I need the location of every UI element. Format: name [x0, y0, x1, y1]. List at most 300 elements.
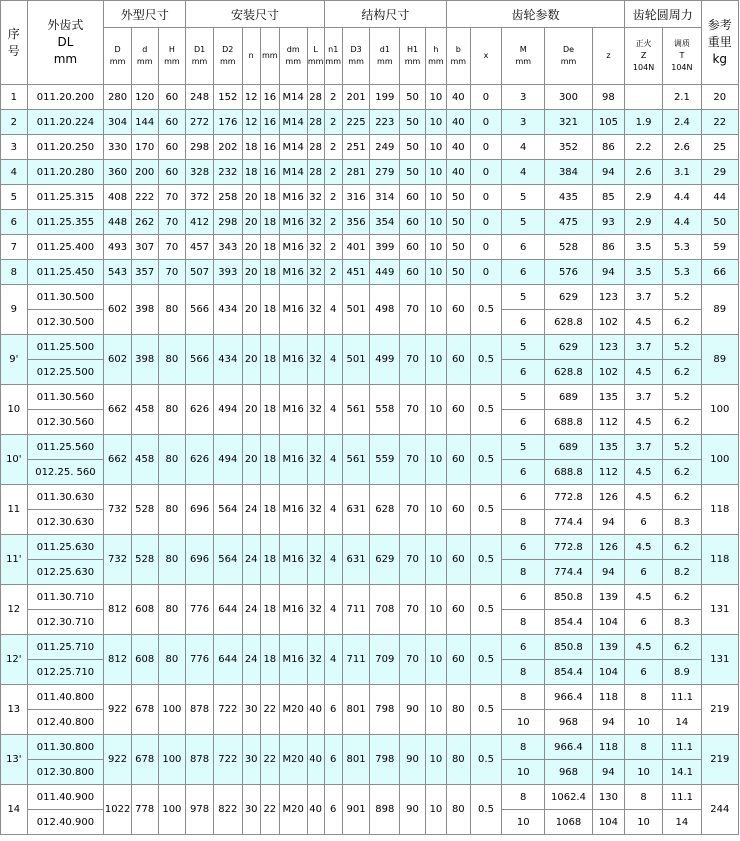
unit-header-T: [663, 28, 701, 85]
cell-De: 968: [545, 760, 593, 785]
cell-L: 32: [307, 585, 324, 635]
cell-z: 126: [592, 485, 624, 510]
row-seq: 1: [1, 85, 28, 110]
cell-n1: 4: [324, 635, 342, 685]
row-code: 011.40.900: [27, 785, 104, 810]
row-code: 011.30.800: [27, 735, 104, 760]
cell-x: 0: [470, 85, 502, 110]
cell-h: 10: [425, 210, 446, 235]
cell-De: 1068: [545, 810, 593, 835]
cell-b: 40: [447, 160, 470, 185]
table-row: [1, 260, 739, 285]
unit-header-d: [131, 28, 158, 85]
cell-D3: 225: [342, 110, 370, 135]
cell-mm: 22: [260, 735, 279, 785]
cell-x: 0: [470, 110, 502, 135]
cell-dm: M16: [279, 235, 307, 260]
cell-mm: 18: [260, 635, 279, 685]
cell-T: 2.4: [663, 110, 701, 135]
unit-header-line: mm: [428, 57, 444, 66]
cell-z: 94: [592, 260, 624, 285]
cell-d1: 314: [370, 185, 400, 210]
row-seq: 5: [1, 185, 28, 210]
cell-h: 10: [425, 635, 446, 685]
cell-H1: 50: [400, 110, 426, 135]
cell-x: 0.5: [470, 335, 502, 385]
unit-header-b: [447, 28, 470, 85]
row-code: 011.25.710: [27, 635, 104, 660]
cell-d: 678: [131, 685, 158, 735]
unit-header-z: [592, 28, 624, 85]
cell-d1: 399: [370, 235, 400, 260]
row-seq: 13: [1, 685, 28, 735]
row-code: 011.25.315: [27, 185, 104, 210]
cell-T: 4.4: [663, 185, 701, 210]
cell-dm: M14: [279, 135, 307, 160]
cell-De: 854.4: [545, 610, 593, 635]
cell-D3: 711: [342, 585, 370, 635]
cell-D: 360: [104, 160, 132, 185]
header-type: 外齿式 DL mm: [27, 1, 104, 85]
cell-D: 922: [104, 685, 132, 735]
cell-T: 14.1: [663, 760, 701, 785]
unit-header-line: z: [606, 51, 611, 60]
unit-header-line: Z: [640, 51, 647, 60]
cell-d: 307: [131, 235, 158, 260]
cell-Z: 8: [624, 735, 662, 760]
row-code: 012.40.900: [27, 810, 104, 835]
row-weight: 100: [701, 385, 738, 435]
cell-D: 662: [104, 435, 132, 485]
cell-d1: 558: [370, 385, 400, 435]
cell-H: 80: [158, 585, 186, 635]
cell-D: 493: [104, 235, 132, 260]
row-seq: 7: [1, 235, 28, 260]
cell-D2: 564: [213, 485, 242, 535]
cell-b: 50: [447, 210, 470, 235]
cell-D1: 412: [186, 210, 214, 235]
cell-b: 60: [447, 535, 470, 585]
row-weight: 89: [701, 335, 738, 385]
cell-mm: 16: [260, 135, 279, 160]
cell-D: 330: [104, 135, 132, 160]
cell-H1: 70: [400, 385, 426, 435]
cell-b: 50: [447, 185, 470, 210]
unit-header-line: h: [433, 45, 439, 54]
cell-z: 86: [592, 135, 624, 160]
cell-x: 0: [470, 210, 502, 235]
cell-Z: 6: [624, 560, 662, 585]
cell-Z: 3.7: [624, 385, 662, 410]
cell-b: 60: [447, 585, 470, 635]
cell-mm: 18: [260, 285, 279, 335]
unit-header-x: [470, 28, 502, 85]
row-weight: 89: [701, 285, 738, 335]
cell-De: 628.8: [545, 310, 593, 335]
unit-header-line: T: [679, 51, 685, 60]
cell-L: 28: [307, 110, 324, 135]
cell-D1: 626: [186, 385, 214, 435]
cell-H1: 70: [400, 535, 426, 585]
cell-D2: 343: [213, 235, 242, 260]
unit-header-line: 104N: [671, 63, 693, 72]
cell-z: 139: [592, 585, 624, 610]
row-seq: 12: [1, 585, 28, 635]
table-row: [1, 235, 739, 260]
unit-header-D1: [186, 28, 214, 85]
row-code: 011.30.500: [27, 285, 104, 310]
cell-dm: M16: [279, 210, 307, 235]
cell-n1: 4: [324, 385, 342, 435]
row-seq: 11: [1, 485, 28, 535]
cell-L: 32: [307, 185, 324, 210]
cell-z: 86: [592, 235, 624, 260]
cell-n1: 6: [324, 785, 342, 835]
cell-D2: 393: [213, 260, 242, 285]
cell-D1: 978: [186, 785, 214, 835]
cell-D2: 434: [213, 335, 242, 385]
cell-L: 28: [307, 85, 324, 110]
cell-z: 123: [592, 285, 624, 310]
cell-T: 11.1: [663, 735, 701, 760]
cell-d: 398: [131, 335, 158, 385]
unit-header-line: mm: [191, 57, 208, 66]
cell-z: 102: [592, 360, 624, 385]
cell-H: 80: [158, 485, 186, 535]
cell-T: 4.4: [663, 210, 701, 235]
unit-header-line: H1: [406, 45, 419, 54]
cell-mm: 16: [260, 110, 279, 135]
cell-b: 60: [447, 435, 470, 485]
cell-z: 139: [592, 635, 624, 660]
cell-D3: 561: [342, 385, 370, 435]
unit-header-line: L: [313, 45, 318, 54]
table-row: [1, 735, 739, 760]
cell-d1: 629: [370, 535, 400, 585]
cell-H: 70: [158, 210, 186, 235]
row-code: 011.20.224: [27, 110, 104, 135]
unit-header-line: De: [562, 45, 575, 54]
row-code: 011.25.630: [27, 535, 104, 560]
cell-H: 80: [158, 435, 186, 485]
row-code: 012.30.710: [27, 610, 104, 635]
cell-L: 40: [307, 735, 324, 785]
cell-De: 688.8: [545, 460, 593, 485]
cell-D1: 372: [186, 185, 214, 210]
cell-d: 222: [131, 185, 158, 210]
cell-d: 528: [131, 485, 158, 535]
cell-M: 5: [502, 185, 545, 210]
unit-header-D3: [342, 28, 370, 85]
cell-n: 20: [242, 385, 260, 435]
cell-dm: M16: [279, 635, 307, 685]
cell-D1: 298: [186, 135, 214, 160]
unit-header-line: mm: [262, 51, 278, 60]
header-outer: 外型尺寸: [104, 1, 186, 28]
cell-z: 94: [592, 560, 624, 585]
cell-L: 32: [307, 285, 324, 335]
cell-x: 0.5: [470, 285, 502, 335]
cell-T: 5.2: [663, 285, 701, 310]
cell-D3: 451: [342, 260, 370, 285]
cell-n1: 2: [324, 85, 342, 110]
cell-D: 280: [104, 85, 132, 110]
row-weight: 25: [701, 135, 738, 160]
row-code: 012.25.500: [27, 360, 104, 385]
unit-header-row: [1, 28, 739, 85]
unit-header-line: H: [168, 45, 175, 54]
cell-De: 300: [545, 85, 593, 110]
cell-M: 6: [502, 410, 545, 435]
cell-Z: 3.7: [624, 285, 662, 310]
cell-d: 608: [131, 585, 158, 635]
unit-header-line: mm: [560, 57, 577, 66]
cell-n: 24: [242, 635, 260, 685]
cell-z: 85: [592, 185, 624, 210]
cell-n: 18: [242, 160, 260, 185]
cell-De: 689: [545, 385, 593, 410]
cell-D2: 258: [213, 185, 242, 210]
cell-d: 170: [131, 135, 158, 160]
unit-header-L: [307, 28, 324, 85]
cell-H: 80: [158, 535, 186, 585]
table-row: [1, 685, 739, 710]
table-row: [1, 160, 739, 185]
cell-M: 8: [502, 560, 545, 585]
cell-mm: 18: [260, 235, 279, 260]
table-row: [1, 535, 739, 560]
cell-D3: 251: [342, 135, 370, 160]
cell-d: 120: [131, 85, 158, 110]
cell-M: 6: [502, 635, 545, 660]
cell-D2: 434: [213, 285, 242, 335]
cell-H: 100: [158, 785, 186, 835]
row-seq: 3: [1, 135, 28, 160]
cell-x: 0.5: [470, 435, 502, 485]
cell-n: 30: [242, 685, 260, 735]
cell-D2: 232: [213, 160, 242, 185]
cell-mm: 18: [260, 260, 279, 285]
cell-T: 5.2: [663, 385, 701, 410]
cell-M: 8: [502, 510, 545, 535]
cell-D: 304: [104, 110, 132, 135]
row-seq: 4: [1, 160, 28, 185]
row-weight: 100: [701, 435, 738, 485]
cell-dm: M16: [279, 335, 307, 385]
cell-T: 11.1: [663, 685, 701, 710]
cell-dm: M20: [279, 685, 307, 735]
unit-header-line: D2: [222, 45, 234, 54]
cell-z: 94: [592, 760, 624, 785]
row-weight: 131: [701, 635, 738, 685]
cell-M: 6: [502, 485, 545, 510]
row-seq: 8: [1, 260, 28, 285]
cell-b: 50: [447, 235, 470, 260]
unit-header-D: [104, 28, 132, 85]
cell-H1: 90: [400, 735, 426, 785]
cell-M: 6: [502, 585, 545, 610]
row-code: 012.40.800: [27, 710, 104, 735]
cell-x: 0.5: [470, 585, 502, 635]
cell-L: 32: [307, 335, 324, 385]
cell-d1: 199: [370, 85, 400, 110]
cell-mm: 18: [260, 485, 279, 535]
cell-h: 10: [425, 485, 446, 535]
cell-D1: 878: [186, 685, 214, 735]
cell-n1: 2: [324, 235, 342, 260]
row-seq: 14: [1, 785, 28, 835]
cell-T: 8.3: [663, 610, 701, 635]
table-row: [1, 185, 739, 210]
cell-x: 0.5: [470, 735, 502, 785]
cell-De: 850.8: [545, 585, 593, 610]
row-weight: 244: [701, 785, 738, 835]
unit-header-d1: [370, 28, 400, 85]
cell-dm: M16: [279, 435, 307, 485]
cell-M: 6: [502, 535, 545, 560]
cell-n: 30: [242, 735, 260, 785]
cell-D2: 564: [213, 535, 242, 585]
cell-Z: 1.9: [624, 110, 662, 135]
cell-H1: 70: [400, 435, 426, 485]
cell-D1: 507: [186, 260, 214, 285]
row-weight: 59: [701, 235, 738, 260]
cell-z: 112: [592, 460, 624, 485]
cell-De: 321: [545, 110, 593, 135]
table-row: [1, 385, 739, 410]
cell-H: 80: [158, 635, 186, 685]
cell-D: 922: [104, 735, 132, 785]
cell-H: 60: [158, 110, 186, 135]
cell-M: 6: [502, 460, 545, 485]
cell-n: 20: [242, 260, 260, 285]
cell-n1: 2: [324, 260, 342, 285]
cell-n: 20: [242, 335, 260, 385]
cell-M: 5: [502, 285, 545, 310]
unit-header-line: mm: [325, 57, 342, 66]
cell-x: 0.5: [470, 785, 502, 835]
cell-M: 8: [502, 660, 545, 685]
cell-n: 20: [242, 185, 260, 210]
cell-De: 966.4: [545, 685, 593, 710]
row-seq: 11': [1, 535, 28, 585]
cell-dm: M16: [279, 385, 307, 435]
cell-D1: 776: [186, 585, 214, 635]
cell-D3: 316: [342, 185, 370, 210]
cell-De: 475: [545, 210, 593, 235]
row-seq: 9: [1, 285, 28, 335]
cell-d1: 249: [370, 135, 400, 160]
cell-M: 5: [502, 385, 545, 410]
table-row: [1, 85, 739, 110]
cell-M: 6: [502, 235, 545, 260]
cell-H: 60: [158, 160, 186, 185]
cell-Z: 4.5: [624, 410, 662, 435]
cell-D3: 501: [342, 285, 370, 335]
unit-header-mm: [260, 28, 279, 85]
cell-d: 144: [131, 110, 158, 135]
cell-dm: M16: [279, 535, 307, 585]
cell-n: 30: [242, 785, 260, 835]
cell-mm: 16: [260, 160, 279, 185]
cell-D2: 644: [213, 585, 242, 635]
cell-D1: 457: [186, 235, 214, 260]
cell-b: 60: [447, 635, 470, 685]
cell-D: 732: [104, 535, 132, 585]
cell-dm: M14: [279, 85, 307, 110]
cell-M: 5: [502, 435, 545, 460]
cell-n: 20: [242, 210, 260, 235]
cell-M: 8: [502, 610, 545, 635]
cell-D3: 201: [342, 85, 370, 110]
cell-mm: 18: [260, 210, 279, 235]
cell-M: 8: [502, 785, 545, 810]
cell-h: 10: [425, 585, 446, 635]
cell-x: 0: [470, 235, 502, 260]
cell-T: 5.2: [663, 335, 701, 360]
cell-D2: 494: [213, 385, 242, 435]
cell-h: 10: [425, 735, 446, 785]
cell-mm: 18: [260, 385, 279, 435]
cell-M: 10: [502, 810, 545, 835]
cell-De: 688.8: [545, 410, 593, 435]
cell-De: 772.8: [545, 485, 593, 510]
cell-Z: 4.5: [624, 485, 662, 510]
cell-D2: 644: [213, 635, 242, 685]
cell-H: 80: [158, 285, 186, 335]
cell-D: 602: [104, 335, 132, 385]
header-struct: 结构尺寸: [324, 1, 446, 28]
cell-De: 968: [545, 710, 593, 735]
cell-d1: 708: [370, 585, 400, 635]
cell-z: 102: [592, 310, 624, 335]
cell-d1: 898: [370, 785, 400, 835]
cell-De: 576: [545, 260, 593, 285]
cell-D1: 696: [186, 535, 214, 585]
cell-z: 123: [592, 335, 624, 360]
cell-D: 408: [104, 185, 132, 210]
cell-T: 3.1: [663, 160, 701, 185]
cell-D2: 722: [213, 735, 242, 785]
cell-T: 8.2: [663, 560, 701, 585]
unit-header-D2: [213, 28, 242, 85]
cell-L: 32: [307, 485, 324, 535]
unit-header-line: 调质: [673, 39, 690, 48]
cell-H: 60: [158, 135, 186, 160]
row-weight: 118: [701, 485, 738, 535]
cell-T: 5.3: [663, 235, 701, 260]
cell-Z: 3.5: [624, 260, 662, 285]
cell-T: 6.2: [663, 635, 701, 660]
cell-dm: M16: [279, 260, 307, 285]
cell-D2: 494: [213, 435, 242, 485]
cell-D1: 696: [186, 485, 214, 535]
cell-H1: 90: [400, 685, 426, 735]
table-row: [1, 135, 739, 160]
cell-D1: 272: [186, 110, 214, 135]
cell-b: 40: [447, 85, 470, 110]
unit-header-De: [545, 28, 593, 85]
cell-H1: 70: [400, 635, 426, 685]
cell-De: 628.8: [545, 360, 593, 385]
cell-T: 5.3: [663, 260, 701, 285]
cell-d1: 798: [370, 735, 400, 785]
row-code: 011.20.200: [27, 85, 104, 110]
cell-D1: 626: [186, 435, 214, 485]
row-code: 012.30.800: [27, 760, 104, 785]
cell-D2: 176: [213, 110, 242, 135]
cell-d: 262: [131, 210, 158, 235]
